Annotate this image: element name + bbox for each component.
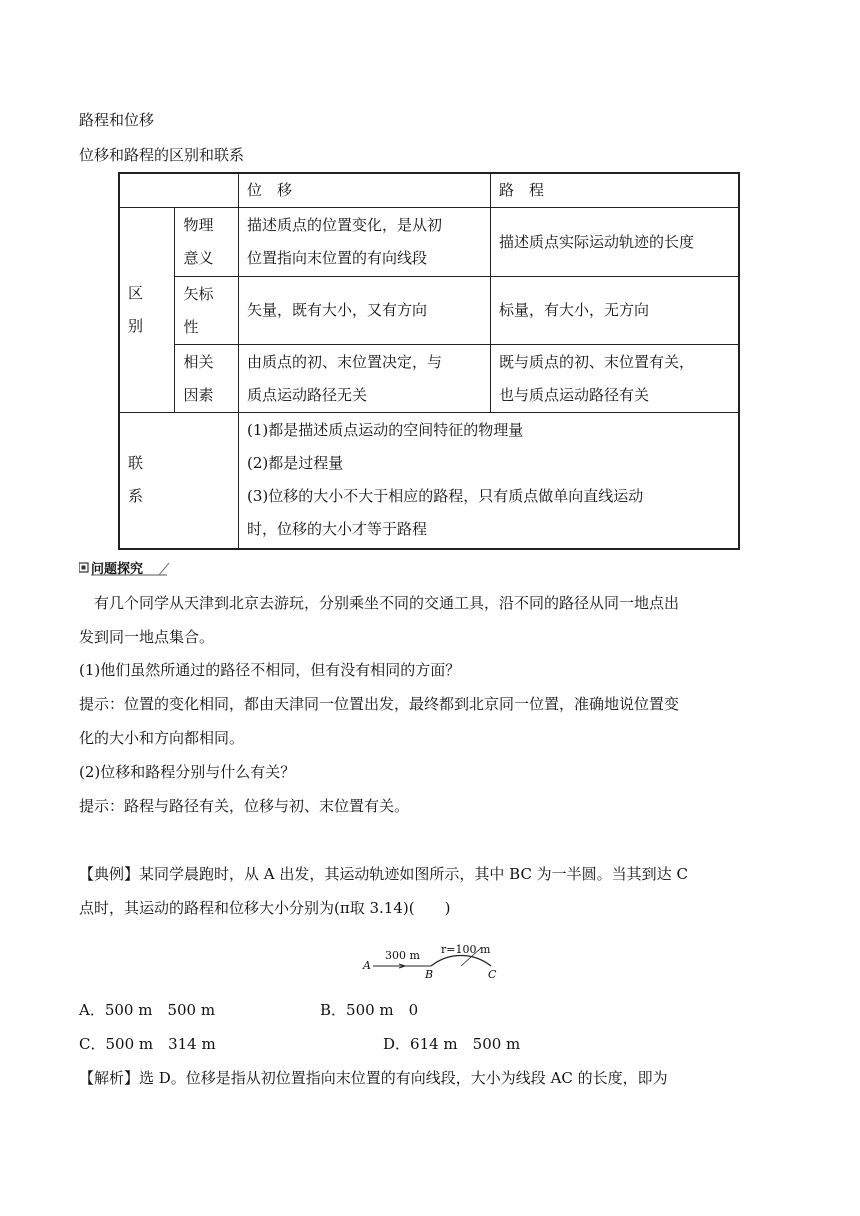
row-header-line: 矢标 xyxy=(183,284,214,303)
analysis-text: 【解析】选 D。位移是指从初位置指向末位置的有向线段，大小为线段 AC 的长度，即为 xyxy=(79,1069,668,1087)
row-group-difference xyxy=(119,208,175,413)
row-header-line: 意义 xyxy=(183,249,214,267)
cell-line: 描述质点实际运动轨迹的长度 xyxy=(499,232,695,251)
option-d: D．614 m 500 m xyxy=(383,1035,521,1053)
trajectory-figure xyxy=(355,935,515,985)
label-seg: 300 m xyxy=(385,949,420,962)
row-header-connection xyxy=(119,413,239,549)
group-label-char: 区 xyxy=(128,284,144,302)
option-a: A．500 m 500 m xyxy=(79,1001,216,1019)
cell-line: 描述质点的位置变化，是从初 xyxy=(247,216,443,234)
example-line: 【典例】某同学晨跑时，从 A 出发，其运动轨迹如图所示，其中 BC 为一半圆。当其到达 C xyxy=(79,865,688,883)
row-header-line: 因素 xyxy=(183,385,214,404)
paragraph: 发到同一地点集合。 xyxy=(79,628,215,646)
example-line: 点时，其运动的路程和位移大小分别为(π取 3.14)( ) xyxy=(79,899,451,917)
row-header-line: 性 xyxy=(183,317,199,336)
table-cell-connection xyxy=(239,413,740,549)
label-b: B xyxy=(425,968,434,981)
table-cell xyxy=(491,277,740,345)
cell-line: 既与质点的初、末位置有关， xyxy=(499,352,695,371)
table-cell xyxy=(239,345,491,413)
cell-line: (3)位移的大小不大于相应的路程，只有质点做单向直线运动 xyxy=(247,487,644,506)
cell-line: (2)都是过程量 xyxy=(247,454,344,473)
col-header-path: 路 程 xyxy=(491,173,740,208)
option-c: C．500 m 314 m xyxy=(79,1035,216,1053)
cell-line: 标量，有大小，无方向 xyxy=(499,301,650,319)
row-header xyxy=(175,277,239,345)
hint: 提示：路程与路径有关，位移与初、末位置有关。 xyxy=(79,797,410,815)
cell-line: 质点运动路径无关 xyxy=(247,385,368,404)
cell-line: 也与质点运动路径有关 xyxy=(499,385,650,404)
cell-line: 时，位移的大小才等于路程 xyxy=(247,520,428,539)
row-header-line: 物理 xyxy=(183,216,214,234)
label-c: C xyxy=(488,968,497,981)
comparison-table xyxy=(118,172,740,550)
question: (1)他们虽然所通过的路径不相同，但有没有相同的方面？ xyxy=(79,661,461,679)
banner-label: 问题探究 xyxy=(91,562,144,577)
group-label-char: 系 xyxy=(128,487,144,506)
label-a: A xyxy=(363,959,371,972)
group-label-char: 别 xyxy=(128,317,144,335)
row-header xyxy=(175,208,239,277)
table-cell xyxy=(239,208,491,277)
table-cell xyxy=(491,345,740,413)
cell-line: (1)都是描述质点运动的空间特征的物理量 xyxy=(247,421,524,440)
row-header-line: 相关 xyxy=(183,352,214,371)
col-header-displacement: 位 移 xyxy=(239,173,491,208)
question: (2)位移和路程分别与什么有关？ xyxy=(79,763,296,781)
table-caption: 位移和路程的区别和联系 xyxy=(79,146,245,164)
table-cell xyxy=(491,208,740,277)
table-cell xyxy=(239,277,491,345)
cell-line: 位置指向末位置的有向线段 xyxy=(247,249,428,267)
row-header xyxy=(175,345,239,413)
paragraph: 有几个同学从天津到北京去游玩，分别乘坐不同的交通工具，沿不同的路径从同一地点出 xyxy=(79,594,680,612)
cell-line: 由质点的初、末位置决定，与 xyxy=(247,352,443,371)
cell-line: 矢量，既有大小，又有方向 xyxy=(247,301,428,319)
option-b: B．500 m 0 xyxy=(320,1001,419,1019)
table-corner xyxy=(119,173,239,208)
section-banner xyxy=(79,559,175,577)
section-heading: 路程和位移 xyxy=(79,111,155,129)
hint: 提示：位置的变化相同，都由天津同一位置出发，最终都到北京同一位置，准确地说位置变 xyxy=(79,695,680,713)
label-radius: r=100 m xyxy=(441,943,491,956)
group-label-char: 联 xyxy=(128,454,144,473)
hint: 化的大小和方向都相同。 xyxy=(79,729,245,747)
